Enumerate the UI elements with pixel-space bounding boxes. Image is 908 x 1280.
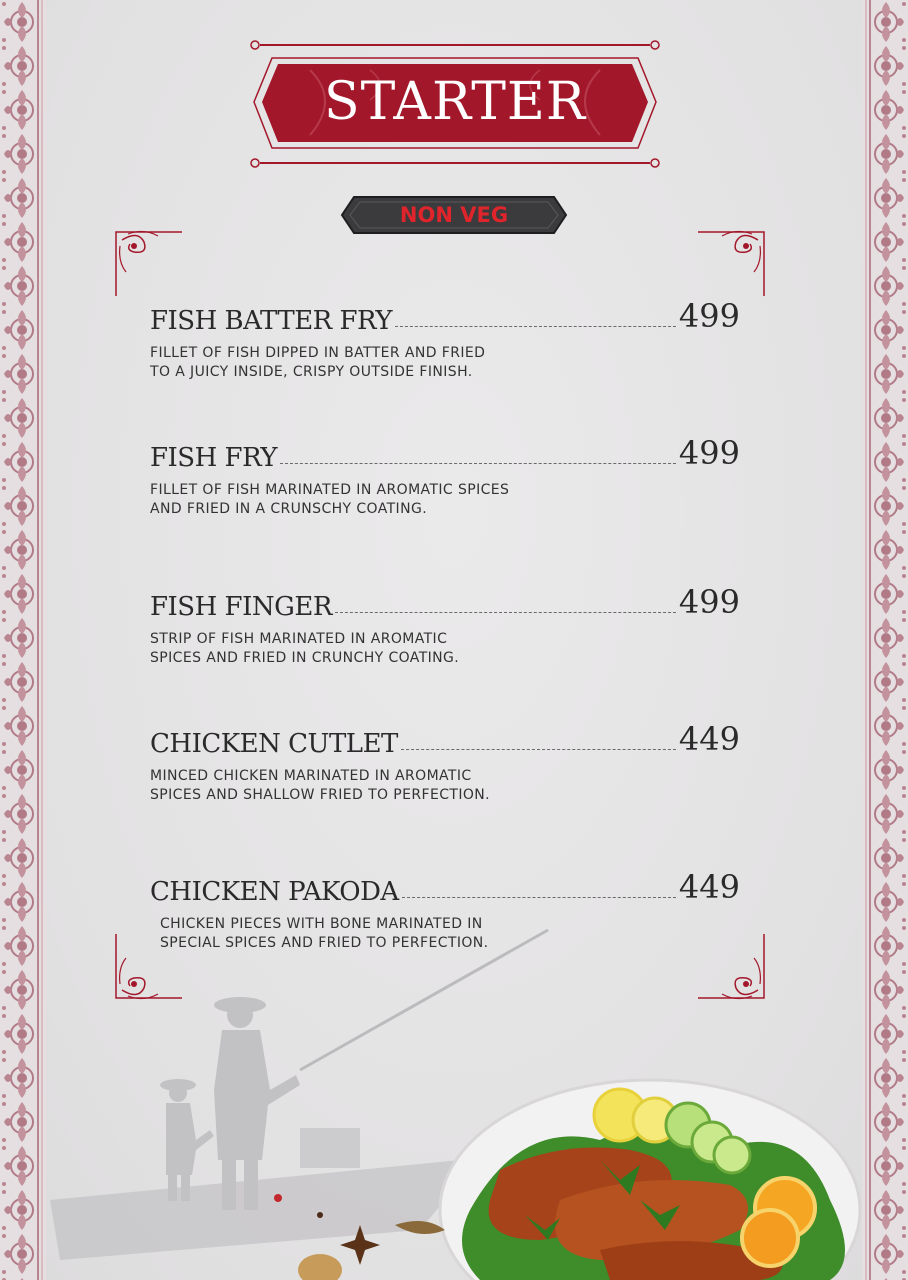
filigree-corner-top-right-icon bbox=[696, 226, 766, 296]
category-label: NON VEG bbox=[399, 203, 509, 227]
leader-dots bbox=[335, 612, 676, 613]
menu-item bbox=[150, 433, 740, 519]
page-title: STARTER bbox=[323, 72, 587, 132]
item-price: 499 bbox=[678, 583, 740, 621]
menu-item bbox=[150, 582, 740, 668]
leader-dots bbox=[402, 897, 676, 898]
item-name: FISH FRY bbox=[150, 443, 278, 473]
title-banner bbox=[250, 40, 660, 170]
item-name: FISH FINGER bbox=[150, 592, 332, 622]
leader-dots bbox=[280, 463, 676, 464]
item-description: CHICKEN PIECES WITH BONE MARINATED IN SPECIAL SPICES AND FRIED TO PERFECTION. bbox=[160, 916, 489, 951]
leader-dots bbox=[401, 749, 676, 750]
item-description: STRIP OF FISH MARINATED IN AROMATIC SPICES AND FRIED IN CRUNCHY COATING. bbox=[150, 631, 460, 666]
item-price: 499 bbox=[678, 297, 740, 335]
item-name: FISH BATTER FRY bbox=[150, 306, 392, 336]
item-description: FILLET OF FISH DIPPED IN BATTER AND FRIED TO A JUICY INSIDE, CRISPY OUTSIDE FINISH. bbox=[150, 345, 486, 380]
menu-item bbox=[150, 296, 740, 382]
leader-dots bbox=[395, 326, 676, 327]
menu-item bbox=[150, 719, 740, 805]
fish-platter-icon bbox=[440, 1080, 860, 1280]
filigree-corner-top-left-icon bbox=[114, 226, 184, 296]
item-price: 499 bbox=[678, 434, 740, 472]
item-price: 449 bbox=[678, 720, 740, 758]
category-badge bbox=[340, 195, 568, 235]
item-name: CHICKEN PAKODA bbox=[150, 877, 399, 907]
food-scene bbox=[0, 900, 908, 1280]
item-description: MINCED CHICKEN MARINATED IN AROMATIC SPICES AND SHALLOW FRIED TO PERFECTION. bbox=[150, 768, 491, 803]
item-name: CHICKEN CUTLET bbox=[150, 729, 398, 759]
item-price: 449 bbox=[678, 868, 740, 906]
item-description: FILLET OF FISH MARINATED IN AROMATIC SPICES AND FRIED IN A CRUNSCHY COATING. bbox=[150, 482, 510, 517]
